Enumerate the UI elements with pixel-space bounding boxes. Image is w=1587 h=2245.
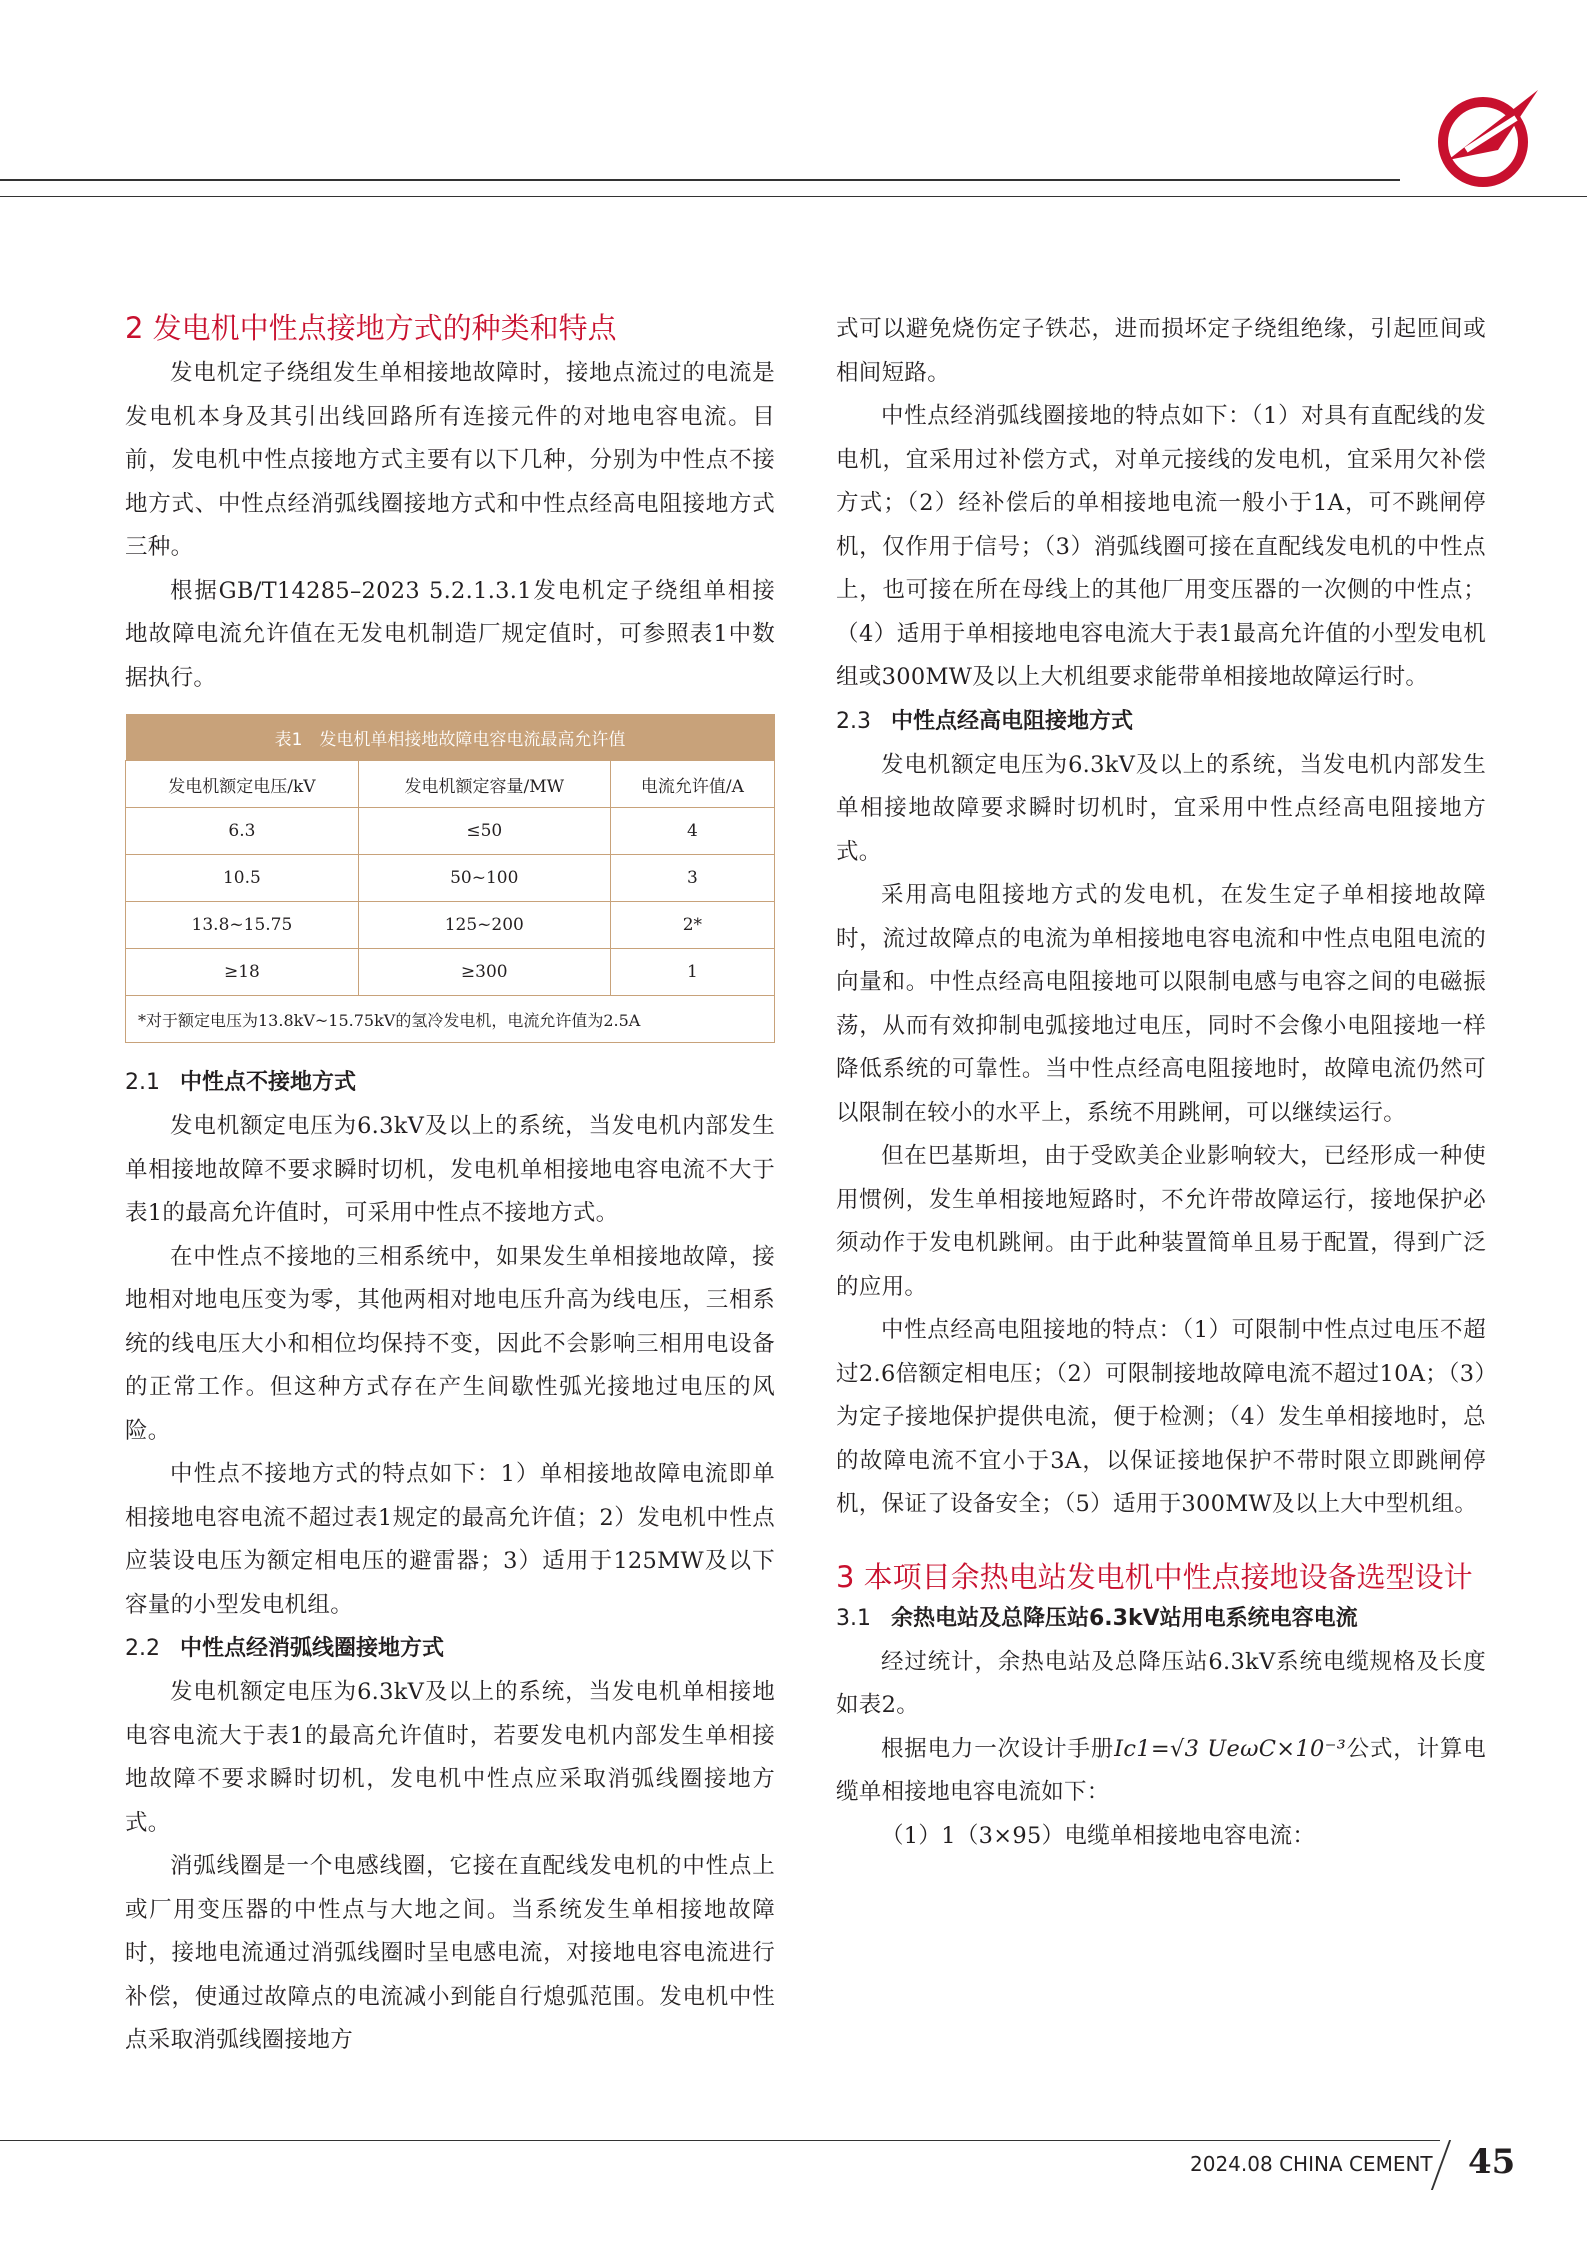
- section-heading: 中性点经消弧线圈接地方式: [180, 1636, 445, 1661]
- footer-journal: 2024.08 CHINA CEMENT: [1190, 2152, 1433, 2176]
- section-heading: 余热电站及总降压站6.3kV站用电系统电容电流: [891, 1605, 1358, 1631]
- table-note: *对于额定电压为13.8kV~15.75kV的氢冷发电机，电流允许值为2.5A: [126, 996, 775, 1043]
- paragraph: 在中性点不接地的三相系统中，如果发生单相接地故障，接地相对地电压变为零，其他两相对地电压升高为线电压，三相系统的线电压大小和相位均保持不变，因此不会影响三相用电设备的正常工作。但这种方式存在产生间歇性弧光接地过电压的风险。: [125, 1243, 775, 1444]
- text-run: 根据电力一次设计手册: [881, 1735, 1115, 1762]
- table-cell: ≤50: [358, 808, 610, 855]
- table-1: [125, 714, 775, 1043]
- paragraph: 发电机定子绕组发生单相接地故障时，接地点流过的电流是发电机本身及其引出线回路所有连接元件的对地电容电流。目前，发电机中性点接地方式主要有以下几种，分别为中性点不接地方式、中性点经消弧线圈接地方式和中性点经高电阻接地方式三种。: [125, 360, 775, 560]
- table-cell: ≥18: [126, 949, 359, 996]
- section-2-1-title: [125, 1065, 775, 1101]
- paragraph-formula: [836, 1728, 1486, 1815]
- section-heading: 中性点经高电阻接地方式: [891, 708, 1134, 734]
- page-number: 45: [1468, 2142, 1516, 2182]
- table-row: [126, 855, 775, 902]
- paragraph: （1）1（3×95）电缆单相接地电容电流：: [881, 1822, 1316, 1849]
- table-header: 发电机额定电压/kV: [126, 761, 359, 808]
- table-cell: 2*: [610, 902, 774, 949]
- formula: Ic1=√3 UeωC×10⁻³: [1114, 1735, 1347, 1762]
- section-number: 2.3: [836, 708, 871, 734]
- table-cell: 50~100: [358, 855, 610, 902]
- paragraph: 根据GB/T14285–2023 5.2.1.3.1发电机定子绕组单相接地故障电流允许值在无发电机制造厂规定值时，可参照表1中数据执行。: [125, 577, 775, 691]
- text-run: 公式，计算电缆单相接地电容电流如下：: [836, 1735, 1486, 1805]
- paragraph: 式可以避免烧伤定子铁芯，进而损坏定子绕组绝缘，引起匝间或相间短路。: [836, 316, 1486, 386]
- header-rule-thin: [0, 196, 1587, 197]
- table-cell: 3: [610, 855, 774, 902]
- paragraph: 发电机额定电压为6.3kV及以上的系统，当发电机内部发生单相接地故障要求瞬时切机时，宜采用中性点经高电阻接地方式。: [836, 751, 1486, 865]
- table-cell: 10.5: [126, 855, 359, 902]
- table-cell: 125~200: [358, 902, 610, 949]
- header-rule: [0, 179, 1400, 181]
- section-2-3-title: [836, 704, 1486, 740]
- paragraph: 但在巴基斯坦，由于受欧美企业影响较大，已经形成一种使用惯例，发生单相接地短路时，不允许带故障运行，接地保护必须动作于发电机跳闸。由于此种装置简单且易于配置，得到广泛的应用。: [836, 1143, 1486, 1300]
- table-cell: 1: [610, 949, 774, 996]
- table-row: [126, 949, 775, 996]
- table-cell: 13.8~15.75: [126, 902, 359, 949]
- paragraph: 经过统计，余热电站及总降压站6.3kV系统电缆规格及长度如表2。: [836, 1648, 1486, 1718]
- table-cell: ≥300: [358, 949, 610, 996]
- table-row: [126, 808, 775, 855]
- section-2-title: 2 发电机中性点接地方式的种类和特点: [125, 311, 617, 345]
- section-3-1-title: [836, 1601, 1486, 1637]
- paragraph: 消弧线圈是一个电感线圈，它接在直配线发电机的中性点上或厂用变压器的中性点与大地之间。当系统发生单相接地故障时，接地电流通过消弧线圈时呈电感电流，对接地电容电流进行补偿，使通过故障点的电流减小到能自行熄弧范围。发电机中性点采取消弧线圈接地方: [125, 1853, 775, 2053]
- table-cell: 6.3: [126, 808, 359, 855]
- right-column: [836, 308, 1486, 1858]
- section-heading: 中性点不接地方式: [180, 1070, 357, 1095]
- paragraph: 采用高电阻接地方式的发电机，在发生定子单相接地故障时，流过故障点的电流为单相接地电容电流和中性点电阻电流的向量和。中性点经高电阻接地可以限制电感与电容之间的电磁振荡，从而有效抑制电弧接地过电压，同时不会像小电阻接地一样降低系统的可靠性。当中性点经高电阻接地时，故障电流仍然可以限制在较小的水平上，系统不用跳闸，可以继续运行。: [836, 882, 1486, 1126]
- paragraph: 发电机额定电压为6.3kV及以上的系统，当发电机单相接地电容电流大于表1的最高允许值时，若要发电机内部发生单相接地故障不要求瞬时切机，发电机中性点应采取消弧线圈接地方式。: [125, 1679, 775, 1836]
- table-row: [126, 902, 775, 949]
- left-column: [125, 308, 775, 2063]
- section-number: 2.2: [125, 1636, 160, 1661]
- paragraph: 发电机额定电压为6.3kV及以上的系统，当发电机内部发生单相接地故障不要求瞬时切机，发电机单相接地电容电流不大于表1的最高允许值时，可采用中性点不接地方式。: [125, 1113, 775, 1226]
- table-header: 发电机额定容量/MW: [358, 761, 610, 808]
- section-number: 2.1: [125, 1070, 160, 1095]
- footer-rule: [0, 2140, 1440, 2141]
- paragraph: 中性点不接地方式的特点如下：1）单相接地故障电流即单相接地电容电流不超过表1规定的最高允许值；2）发电机中性点应装设电压为额定相电压的避雷器；3）适用于125MW及以下容量的小型发电机组。: [125, 1461, 775, 1618]
- section-2-2-title: [125, 1631, 775, 1667]
- paragraph: 中性点经高电阻接地的特点：（1）可限制中性点过电压不超过2.6倍额定相电压；（2）可限制接地故障电流不超过10A；（3）为定子接地保护提供电流，便于检测；（4）发生单相接地时，总的故障电流不宜小于3A，以保证接地保护不带时限立即跳闸停机，保证了设备安全；（5）适用于300MW及以上大中型机组。: [836, 1317, 1486, 1517]
- footer-separator: [1431, 2140, 1451, 2190]
- journal-logo-icon: [1428, 80, 1548, 200]
- section-3-title: 3 本项目余热电站发电机中性点接地设备选型设计: [836, 1559, 1473, 1594]
- section-number: 3.1: [836, 1605, 871, 1631]
- table-header: 电流允许值/A: [610, 761, 774, 808]
- table-caption: 表1 发电机单相接地故障电容电流最高允许值: [126, 714, 775, 761]
- paragraph: 中性点经消弧线圈接地的特点如下：（1）对具有直配线的发电机，宜采用过补偿方式，对单元接线的发电机，宜采用欠补偿方式；（2）经补偿后的单相接地电流一般小于1A，可不跳闸停机，仅作用于信号；（3）消弧线圈可接在直配线发电机的中性点上，也可接在所在母线上的其他厂用变压器的一次侧的中性点；（4）适用于单相接地电容电流大于表1最高允许值的小型发电机组或300MW及以上大机组要求能带单相接地故障运行时。: [836, 403, 1486, 690]
- table-cell: 4: [610, 808, 774, 855]
